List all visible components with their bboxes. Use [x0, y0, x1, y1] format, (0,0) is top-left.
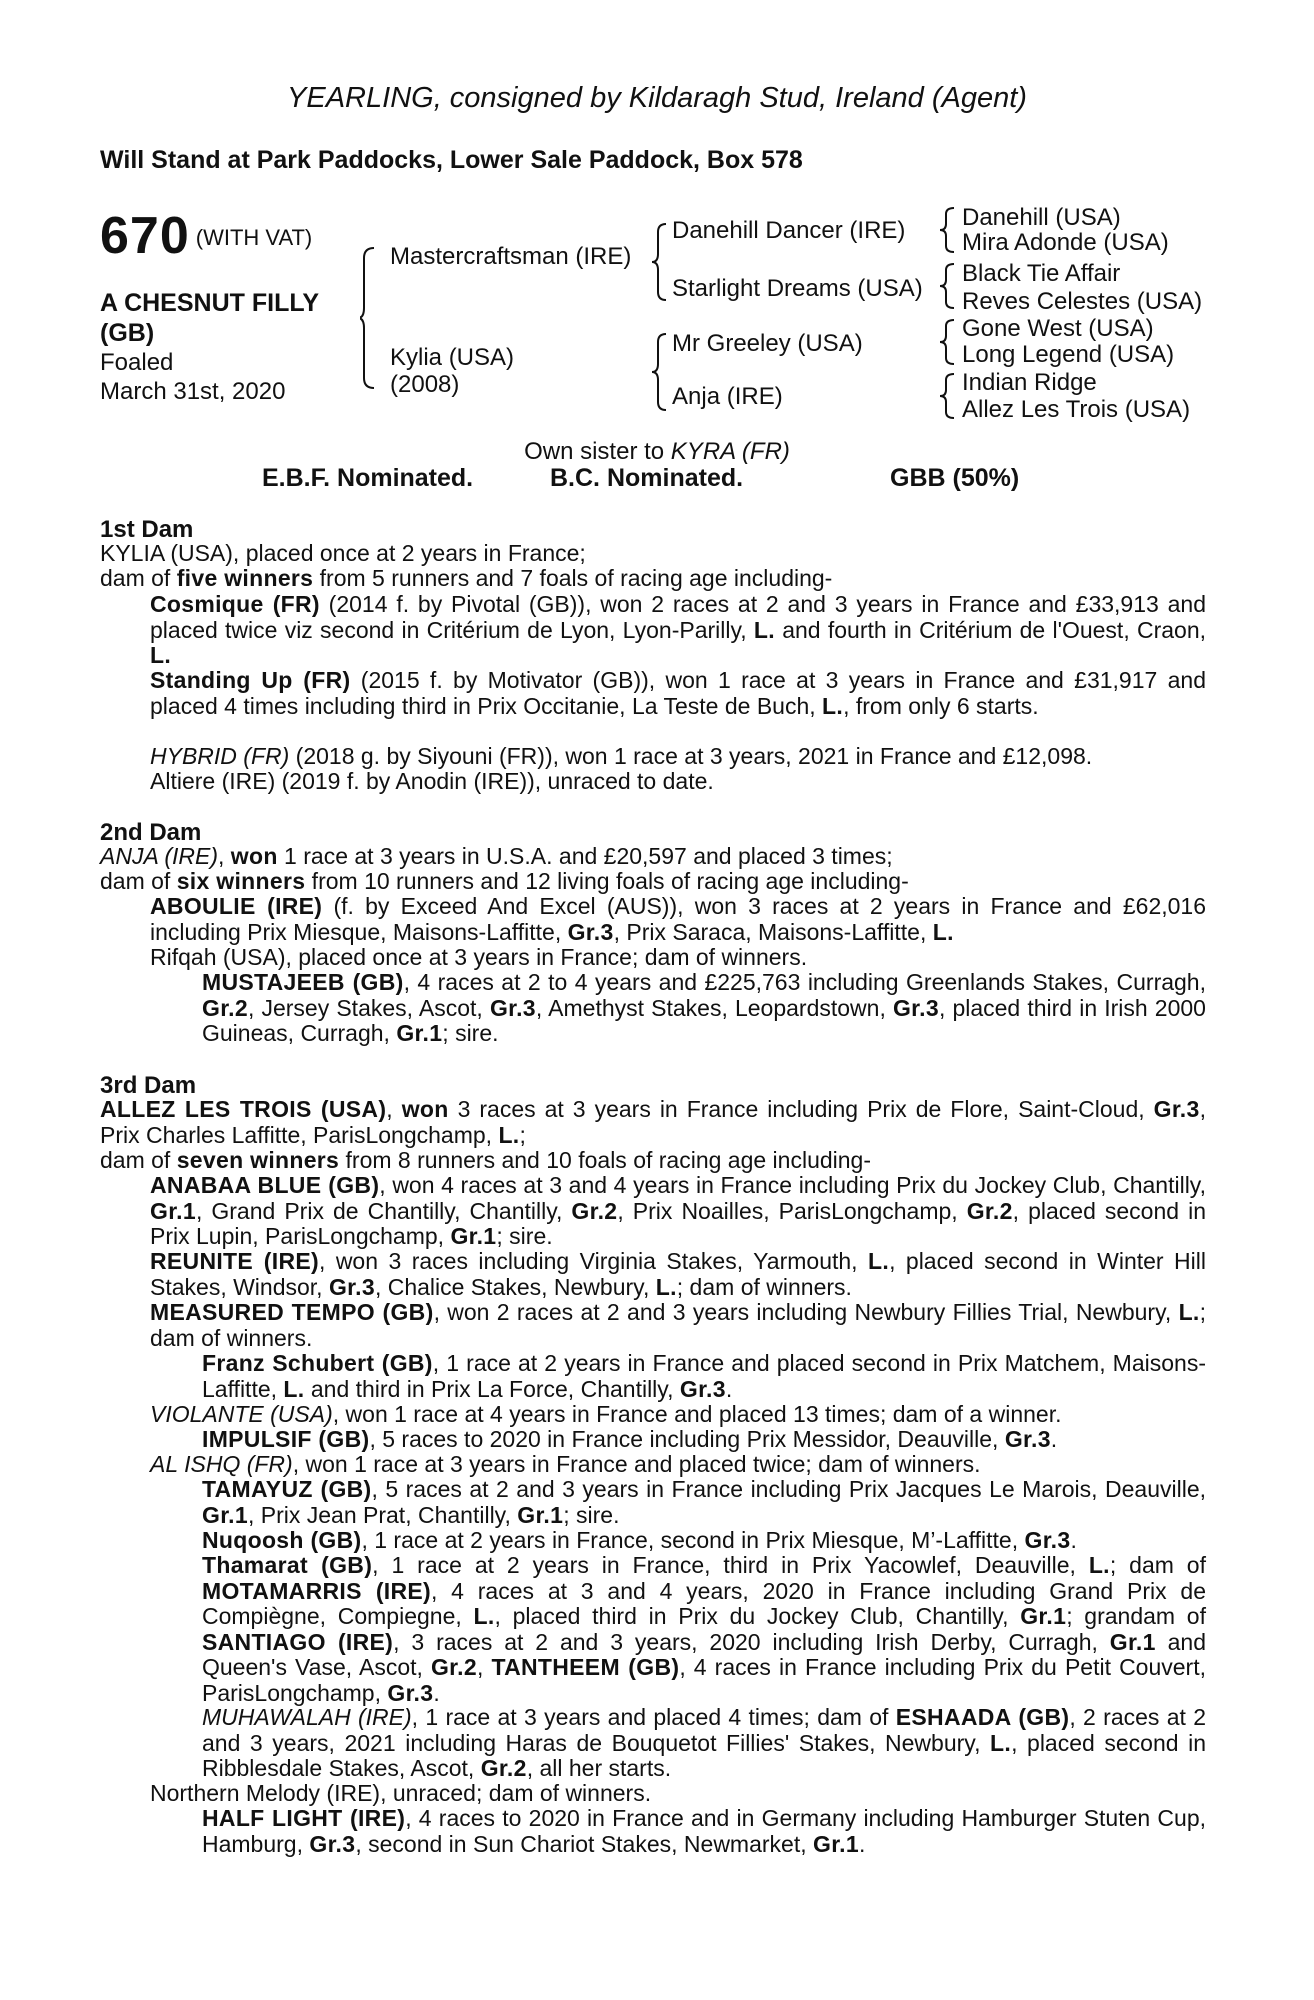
text: , Grand Prix de Chantilly, Chantilly, — [195, 1197, 572, 1224]
horse-name: TAMAYUZ (GB) — [202, 1476, 372, 1502]
dam3-grandprogeny-half-light — [202, 1806, 1206, 1857]
grade: Gr.3 — [892, 994, 939, 1021]
text: , 1 race at 2 years in France, second in Prix Miesque, M’-Laffitte, — [361, 1527, 1025, 1553]
pedigree-brace-g3-3 — [940, 318, 958, 366]
horse-name: IMPULSIF (GB) — [202, 1426, 370, 1452]
grade-listed: L. — [990, 1729, 1012, 1756]
dam1-dam-of — [100, 566, 1206, 592]
text: , 1 race at 3 years and placed 4 times; dam of — [411, 1704, 896, 1730]
text: , 5 races at 2 and 3 years in France including Prix Jacques Le Marois, Deauville, — [371, 1476, 1207, 1502]
text: ; sire. — [496, 1223, 553, 1249]
text: , won 1 race at 3 years in France and placed twice; dam of winners. — [292, 1451, 981, 1477]
foaled-date: March 31st, 2020 — [100, 378, 286, 405]
text: from 8 runners and 10 foals of racing age including- — [339, 1147, 872, 1173]
text: from 10 runners and 12 living foals of racing age including- — [305, 868, 909, 894]
text: , won 3 races including Virginia Stakes, Yarmouth, — [318, 1248, 869, 1274]
text: ; dam of — [1109, 1552, 1206, 1578]
text: , 4 races at 2 to 4 years and £225,763 including Greenlands Stakes, Curragh, — [403, 969, 1206, 995]
dam3-dam-of — [100, 1148, 1206, 1174]
grade: Gr.2 — [480, 1755, 527, 1781]
dam2-progeny-rifqah: Rifqah (USA), placed once at 3 years in France; dam of winners. — [150, 944, 808, 970]
own-sister-prefix: Own sister to — [524, 438, 671, 465]
dam2-progeny-aboulie — [150, 894, 1206, 945]
dam1-progeny-standing-up — [150, 668, 1206, 719]
text: , Prix Jean Prat, Chantilly, — [247, 1501, 518, 1528]
text: dam of — [100, 1147, 177, 1173]
own-sister-name: KYRA (FR) — [670, 438, 790, 465]
text: , from only 6 starts. — [843, 692, 1039, 719]
text: , 2 races at 2 and 3 years, 2021 including Haras de Bouquetot Fillies' Stakes, Newbury, — [202, 1704, 1207, 1756]
grade: Gr.1 — [450, 1223, 497, 1249]
horse-name: HYBRID (FR) — [150, 743, 290, 769]
text: and third in Prix La Force, Chantilly, — [304, 1375, 680, 1402]
grade: Gr.1 — [517, 1501, 564, 1528]
text: , Prix Noailles, ParisLongchamp, — [617, 1197, 967, 1224]
text: , 1 race at 2 years in France, third in Prix Yacowlef, Deauville, — [372, 1552, 1089, 1578]
horse-name: ABOULIE (IRE) — [150, 893, 323, 919]
horse-name: Standing Up (FR) — [150, 667, 351, 693]
text: ; dam of winners. — [676, 1273, 852, 1300]
text: , Chalice Stakes, Newbury, — [374, 1273, 656, 1300]
grade: Gr.3 — [387, 1679, 434, 1706]
horse-name: ESHAADA (GB) — [895, 1704, 1070, 1730]
horse-name: HALF LIGHT (IRE) — [202, 1805, 406, 1831]
dam1-progeny-hybrid — [150, 744, 1206, 770]
dam3-progeny-violante — [150, 1402, 1206, 1428]
pedigree-g3-3: Black Tie Affair — [962, 260, 1121, 287]
pedigree-dam-year: (2008) — [390, 371, 460, 398]
pedigree-g3-7: Indian Ridge — [962, 369, 1097, 396]
grade: Gr.1 — [150, 1197, 196, 1224]
grade-listed: L. — [932, 918, 954, 945]
pedigree-brace-g3-2 — [940, 262, 958, 310]
pedigree-g3-4: Reves Celestes (USA) — [962, 288, 1203, 315]
dam1-heading: 1st Dam — [100, 516, 194, 543]
text: , Jersey Stakes, Ascot, — [247, 994, 490, 1021]
grade-listed: L. — [822, 692, 844, 719]
text: , — [386, 1096, 393, 1122]
grade: Gr.1 — [396, 1020, 443, 1046]
pedigree-sire-dam: Starlight Dreams (USA) — [672, 275, 923, 302]
text: , placed third in Prix du Jockey Club, Chantilly, — [494, 1603, 1021, 1629]
pedigree-g3-1: Danehill (USA) — [962, 204, 1121, 231]
text: . — [1070, 1527, 1077, 1553]
horse-name: Cosmique (FR) — [150, 591, 320, 617]
dam3-progeny-reunite — [150, 1249, 1206, 1300]
ebf-nominated: E.B.F. Nominated. — [262, 464, 474, 492]
pedigree-dam-dam: Anja (IRE) — [672, 383, 783, 410]
text: , placed second in Winter Hill Stakes, Windsor, — [150, 1248, 1206, 1300]
grade: Gr.3 — [567, 918, 614, 945]
pedigree-sire-sire: Danehill Dancer (IRE) — [672, 217, 906, 244]
text: , 3 races at 2 and 3 years, 2020 including Irish Derby, Curragh, — [393, 1628, 1110, 1655]
grade: Gr.3 — [328, 1273, 375, 1300]
dam3-progeny-al-ishq — [150, 1452, 1206, 1478]
text: , 1 race at 2 years in France and placed second in Prix Matchem, Maisons-Laffitte, — [202, 1350, 1206, 1402]
stand-location: Will Stand at Park Paddocks, Lower Sale Paddock, Box 578 — [100, 146, 803, 174]
horse-name: MUSTAJEEB (GB) — [202, 969, 404, 995]
pedigree-brace-g3-4 — [940, 372, 958, 420]
horse-name: ALLEZ LES TROIS (USA) — [100, 1096, 387, 1122]
grade: Gr.2 — [430, 1654, 477, 1680]
pedigree-brace-sire — [652, 222, 672, 302]
text: , Prix Charles Laffitte, ParisLongchamp, — [100, 1096, 1206, 1148]
bc-nominated: B.C. Nominated. — [550, 464, 744, 492]
grade-listed: L. — [498, 1121, 520, 1148]
dam3-grandprogeny-nuqoosh — [202, 1528, 1206, 1554]
text: , placed third in Irish 2000 Guineas, Curragh, — [202, 994, 1206, 1046]
lot-number: 670 — [100, 207, 190, 265]
dam3-progeny-measured-tempo — [150, 1300, 1206, 1351]
text: ; grandam of — [1066, 1603, 1206, 1629]
text: , 4 races to 2020 in France and in Germany including Hamburger Stuten Cup, Hamburg, — [202, 1805, 1206, 1857]
horse-name: MUHAWALAH (IRE) — [202, 1704, 412, 1730]
grade-listed: L. — [473, 1603, 495, 1629]
text: , won 4 races at 3 and 4 years in France including Prix du Jockey Club, Chantilly, — [379, 1172, 1206, 1198]
text: (2015 f. by Motivator (GB)), won 1 race at 3 years in France and £31,917 and placed 4 times including third in Prix Occitanie, La Teste de Buch, — [150, 667, 1206, 719]
text: ; sire. — [563, 1501, 620, 1528]
text: , 4 races in France including Prix du Petit Couvert, ParisLongchamp, — [202, 1654, 1206, 1706]
grade: Gr.2 — [571, 1197, 618, 1224]
horse-name: Thamarat (GB) — [202, 1552, 373, 1578]
horse-name: TANTHEEM (GB) — [491, 1654, 680, 1680]
text: , won 2 races at 2 and 3 years including Newbury Fillies Trial, Newbury, — [433, 1299, 1179, 1325]
text: , 4 races at 3 and 4 years, 2020 in France including Grand Prix de Compiègne, Compiegne, — [202, 1577, 1206, 1629]
grade: Gr.2 — [966, 1197, 1013, 1224]
text: . — [1050, 1426, 1058, 1452]
dam3-grandprogeny-thamarat — [202, 1553, 1206, 1706]
horse-name: SANTIAGO (IRE) — [202, 1628, 394, 1655]
horse-name: MOTAMARRIS (IRE) — [202, 1577, 431, 1604]
text: ; dam of winners. — [150, 1299, 1207, 1351]
text: and fourth in Critérium de l'Ouest, Craon, — [774, 616, 1206, 643]
grade-listed: L. — [753, 616, 775, 643]
dam1-intro: KYLIA (USA), placed once at 2 years in France; — [100, 540, 586, 566]
lot-description-line1: A CHESNUT FILLY — [100, 289, 319, 317]
dam3-grandprogeny-franz-schubert — [202, 1351, 1206, 1402]
text: ; sire. — [442, 1020, 499, 1046]
horse-name: VIOLANTE (USA) — [150, 1401, 333, 1427]
dam2-heading: 2nd Dam — [100, 819, 202, 846]
grade: Gr.3 — [1024, 1527, 1071, 1553]
dam3-grandprogeny-muhawalah — [202, 1705, 1206, 1782]
own-sister-note — [0, 438, 1314, 466]
dam2-intro — [100, 844, 1206, 870]
text: , placed second in Prix Lupin, ParisLongchamp, — [150, 1197, 1206, 1249]
pedigree-brace-g3-1 — [940, 206, 958, 254]
text: . — [433, 1679, 440, 1706]
dam3-grandprogeny-tamayuz — [202, 1477, 1206, 1528]
grade-listed: L. — [655, 1273, 677, 1300]
winners-count: six winners — [176, 868, 306, 894]
lot-number-line — [100, 206, 360, 266]
text: from 5 runners and 7 foals of racing age including- — [313, 565, 833, 591]
horse-name: AL ISHQ (FR) — [150, 1451, 293, 1477]
foaled-label: Foaled — [100, 349, 174, 376]
winners-count: seven winners — [176, 1147, 340, 1173]
dam2-dam-of — [100, 869, 1206, 895]
lot-description-line2: (GB) — [100, 319, 155, 347]
horse-name: MEASURED TEMPO (GB) — [150, 1299, 434, 1325]
pedigree-brace-main — [360, 246, 380, 390]
pedigree-g3-2: Mira Adonde (USA) — [962, 229, 1169, 256]
lot-block — [100, 206, 360, 406]
winners-count: five winners — [176, 565, 314, 591]
text: and Queen's Vase, Ascot, — [202, 1628, 1206, 1680]
pedigree-g3-8: Allez Les Trois (USA) — [962, 396, 1191, 423]
text: , second in Sun Chariot Stakes, Newmarket, — [355, 1830, 813, 1857]
grade: Gr.3 — [1153, 1096, 1200, 1122]
grade-listed: L. — [868, 1248, 890, 1274]
grade: Gr.3 — [679, 1375, 726, 1402]
pedigree-sire: Mastercraftsman (IRE) — [390, 243, 632, 270]
pedigree-g3-5: Gone West (USA) — [962, 315, 1154, 342]
dam1-progeny-cosmique — [150, 592, 1206, 669]
dam1-progeny-altiere: Altiere (IRE) (2019 f. by Anodin (IRE)), unraced to date. — [150, 768, 714, 794]
gbb-label: GBB (50%) — [890, 464, 1020, 492]
grade-listed: L. — [1088, 1552, 1110, 1578]
horse-name: REUNITE (IRE) — [150, 1248, 319, 1274]
grade-listed: L. — [283, 1375, 305, 1402]
text: , placed second in Ribblesdale Stakes, Ascot, — [202, 1729, 1206, 1781]
text: , Prix Saraca, Maisons-Laffitte, — [613, 918, 933, 945]
grade: Gr.2 — [202, 994, 248, 1021]
text: 3 races at 3 years in France including Prix de Flore, Saint-Cloud, — [448, 1096, 1154, 1122]
pedigree-dam: Kylia (USA) — [390, 344, 515, 371]
grade-listed: L. — [1178, 1299, 1200, 1325]
horse-name: Franz Schubert (GB) — [202, 1350, 433, 1376]
text: . — [858, 1830, 866, 1857]
text: dam of — [100, 565, 177, 591]
grade: Gr.3 — [489, 994, 536, 1021]
text: , all her starts. — [526, 1755, 672, 1781]
text: . — [725, 1375, 733, 1402]
dam3-heading: 3rd Dam — [100, 1072, 197, 1099]
dam3-progeny-anabaa-blue — [150, 1173, 1206, 1250]
horse-name: ANJA (IRE) — [100, 843, 218, 869]
text: , — [476, 1654, 484, 1680]
lot-description — [100, 288, 360, 348]
text: 1 race at 3 years in U.S.A. and £20,597 and placed 3 times; — [277, 843, 893, 869]
dam3-progeny-northern-melody: Northern Melody (IRE), unraced; dam of winners. — [150, 1780, 652, 1806]
consignor-heading: YEARLING, consigned by Kildaragh Stud, Ireland (Agent) — [287, 82, 1027, 114]
won-label: won — [230, 843, 278, 869]
text: , 5 races to 2020 in France including Prix Messidor, Deauville, — [369, 1426, 1005, 1452]
text: dam of — [100, 868, 177, 894]
grade: Gr.3 — [1004, 1426, 1051, 1452]
text: (2014 f. by Pivotal (GB)), won 2 races at 2 and 3 years in France and £33,913 and placed twice viz second in Critérium de Lyon, Lyon-Parilly, — [150, 591, 1206, 643]
dam2-grandprogeny-mustajeeb — [202, 970, 1206, 1047]
text: , Amethyst Stakes, Leopardstown, — [535, 994, 893, 1021]
text: (f. by Exceed And Excel (AUS)), won 3 races at 2 years in France and £62,016 including Prix Miesque, Maisons-Laffitte, — [150, 893, 1206, 945]
dam3-grandprogeny-impulsif — [202, 1427, 1206, 1453]
text: (2018 g. by Siyouni (FR)), won 1 race at 3 years, 2021 in France and £12,098. — [289, 743, 1093, 769]
grade-listed: L. — [150, 642, 172, 668]
grade: Gr.1 — [202, 1501, 248, 1528]
text: ; — [519, 1121, 526, 1148]
text: , — [218, 843, 225, 869]
vat-label: (WITH VAT) — [195, 225, 313, 250]
pedigree-g3-6: Long Legend (USA) — [962, 341, 1175, 368]
dam3-intro — [100, 1097, 1206, 1148]
horse-name: Nuqoosh (GB) — [202, 1527, 362, 1553]
grade: Gr.1 — [1020, 1603, 1067, 1629]
grade: Gr.3 — [309, 1830, 356, 1857]
text: , won 1 race at 4 years in France and placed 13 times; dam of a winner. — [332, 1401, 1062, 1427]
won-label: won — [401, 1096, 449, 1122]
grade: Gr.1 — [813, 1830, 859, 1857]
horse-name: ANABAA BLUE (GB) — [150, 1172, 380, 1198]
pedigree-dam-sire: Mr Greeley (USA) — [672, 330, 863, 357]
pedigree-brace-dam — [652, 332, 672, 412]
grade: Gr.1 — [1109, 1628, 1156, 1655]
